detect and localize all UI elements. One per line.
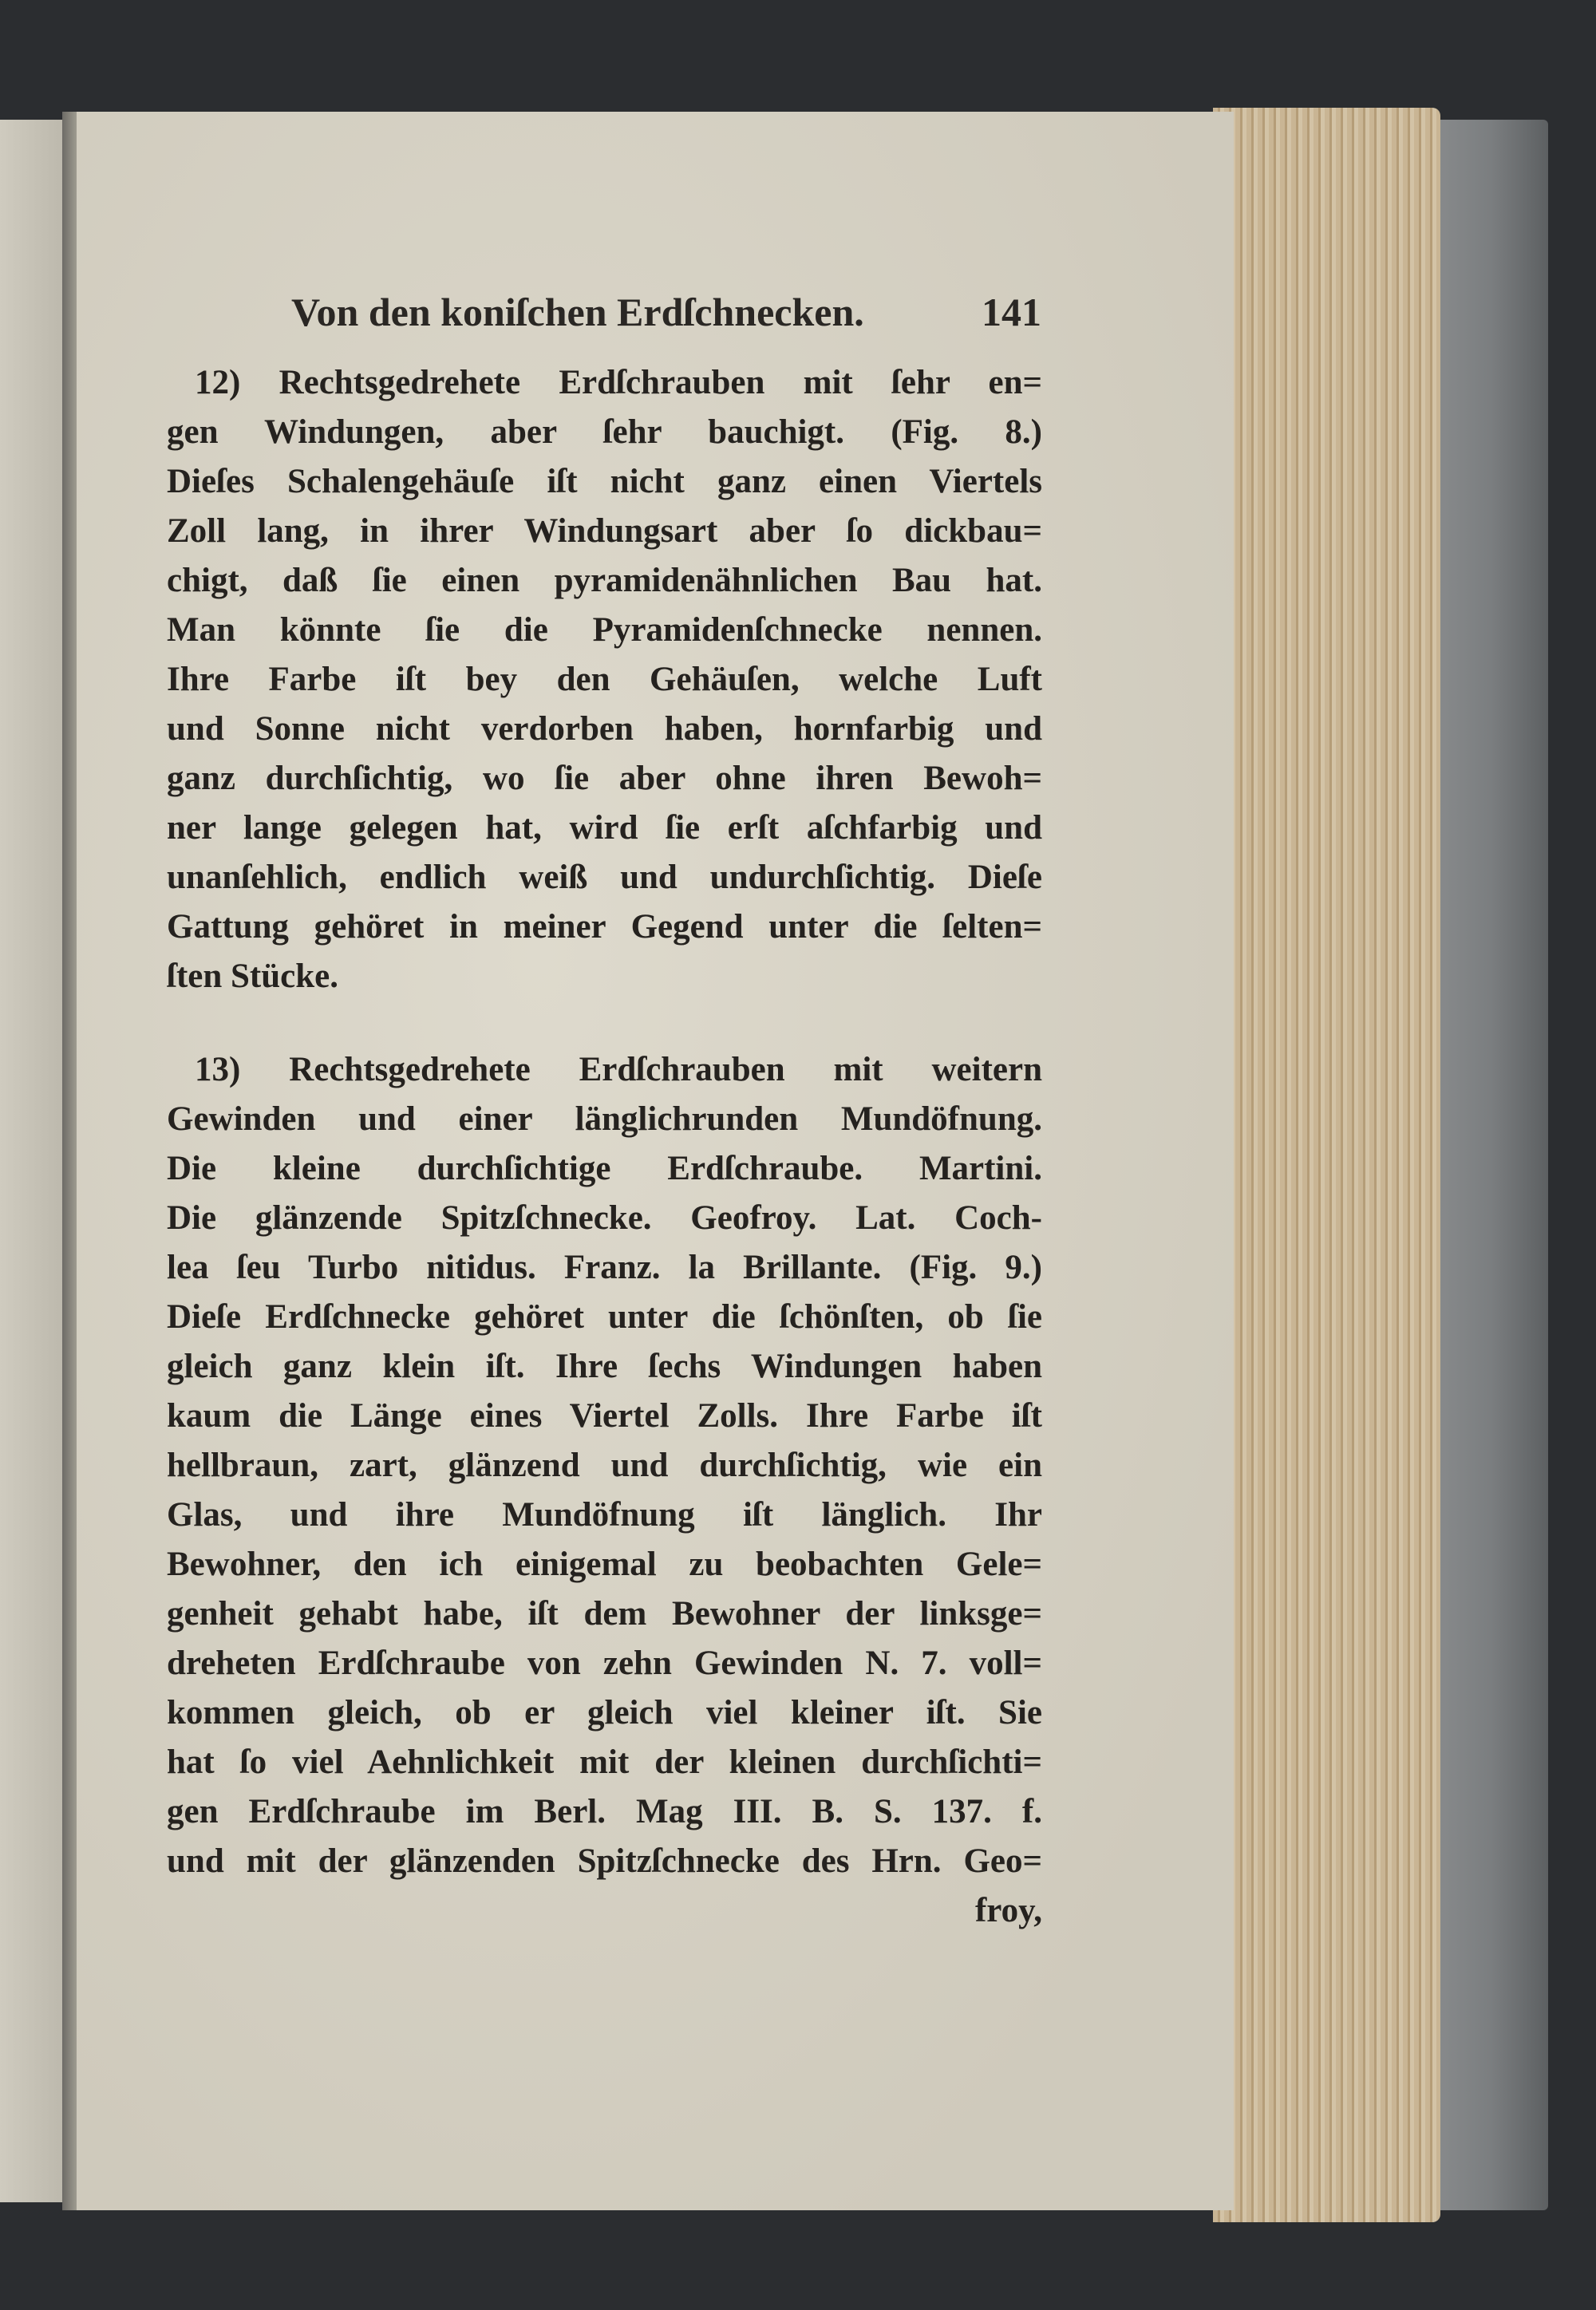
text-line: Die glänzende Spitzſchnecke. Geofroy. Lat. Coch-: [167, 1199, 1042, 1237]
text-line: gen Windungen, aber ſehr bauchigt. (Fig. 8.): [167, 413, 1042, 451]
paragraph-12: [167, 358, 1042, 1001]
text-line: gleich ganz klein iſt. Ihre ſechs Windungen haben: [167, 1348, 1042, 1385]
text-line: lea ſeu Turbo nitidus. Franz. la Brillante. (Fig. 9.): [167, 1249, 1042, 1286]
text-line: froy,: [974, 1892, 1042, 1929]
text-line: Gattung gehöret in meiner Gegend unter die ſelten=: [167, 908, 1042, 946]
text-line: hat ſo viel Aehnlichkeit mit der kleinen durchſichti=: [167, 1743, 1042, 1781]
text-line: und mit der glänzenden Spitzſchnecke des Hrn. Geo=: [167, 1842, 1042, 1880]
text-line: Zoll lang, in ihrer Windungsart aber ſo dickbau=: [167, 512, 1042, 550]
header-title: Von den koniſchen Erdſchnecken.: [291, 290, 864, 334]
text-line: Glas, und ihre Mundöfnung iſt länglich. Ihr: [167, 1496, 1042, 1534]
text-line: 13) Rechtsgedrehete Erdſchrauben mit weitern: [195, 1051, 1042, 1088]
text-line: Bewohner, den ich einigemal zu beobachten Gele=: [167, 1546, 1042, 1583]
text-line: ſten Stücke.: [167, 958, 338, 995]
text-line: Ihre Farbe iſt bey den Gehäuſen, welche Luft: [167, 661, 1042, 698]
text-line: Dieſes Schalengehäuſe iſt nicht ganz einen Viertels: [167, 463, 1042, 500]
text-line: und Sonne nicht verdorben haben, hornfarbig und: [167, 710, 1042, 748]
text-line: gen Erdſchraube im Berl. Mag III. B. S. 137. f.: [167, 1793, 1042, 1830]
running-header: [291, 289, 1041, 345]
text-line: kaum die Länge eines Viertel Zolls. Ihre Farbe iſt: [167, 1397, 1042, 1435]
text-line: 12) Rechtsgedrehete Erdſchrauben mit ſehr en=: [195, 364, 1042, 401]
text-line: Die kleine durchſichtige Erdſchraube. Martini.: [167, 1150, 1042, 1187]
text-line: kommen gleich, ob er gleich viel kleiner iſt. Sie: [167, 1694, 1042, 1732]
text-line: Gewinden und einer länglichrunden Mundöfnung.: [167, 1100, 1042, 1138]
text-line: hellbraun, zart, glänzend und durchſichtig, wie ein: [167, 1447, 1042, 1484]
page-number: 141: [982, 290, 1041, 334]
text-line: ganz durchſichtig, wo ſie aber ohne ihren Bewoh=: [167, 760, 1042, 797]
text-line: genheit gehabt habe, iſt dem Bewohner der linksge=: [167, 1595, 1042, 1633]
text-line: chigt, daß ſie einen pyramidenähnlichen Bau hat.: [167, 562, 1042, 599]
text-line: unanſehlich, endlich weiß und undurchſichtig. Dieſe: [167, 859, 1042, 896]
text-line: Dieſe Erdſchnecke gehöret unter die ſchönſten, ob ſie: [167, 1298, 1042, 1336]
paragraph-13: [167, 1045, 1042, 1936]
left-page: [0, 120, 62, 2202]
page-block-edges: [1213, 108, 1440, 2222]
text-line: dreheten Erdſchraube von zehn Gewinden N. 7. voll=: [167, 1645, 1042, 1682]
text-line: ner lange gelegen hat, wird ſie erſt aſchfarbig und: [167, 809, 1042, 847]
text-line: Man könnte ſie die Pyramidenſchnecke nennen.: [167, 611, 1042, 649]
